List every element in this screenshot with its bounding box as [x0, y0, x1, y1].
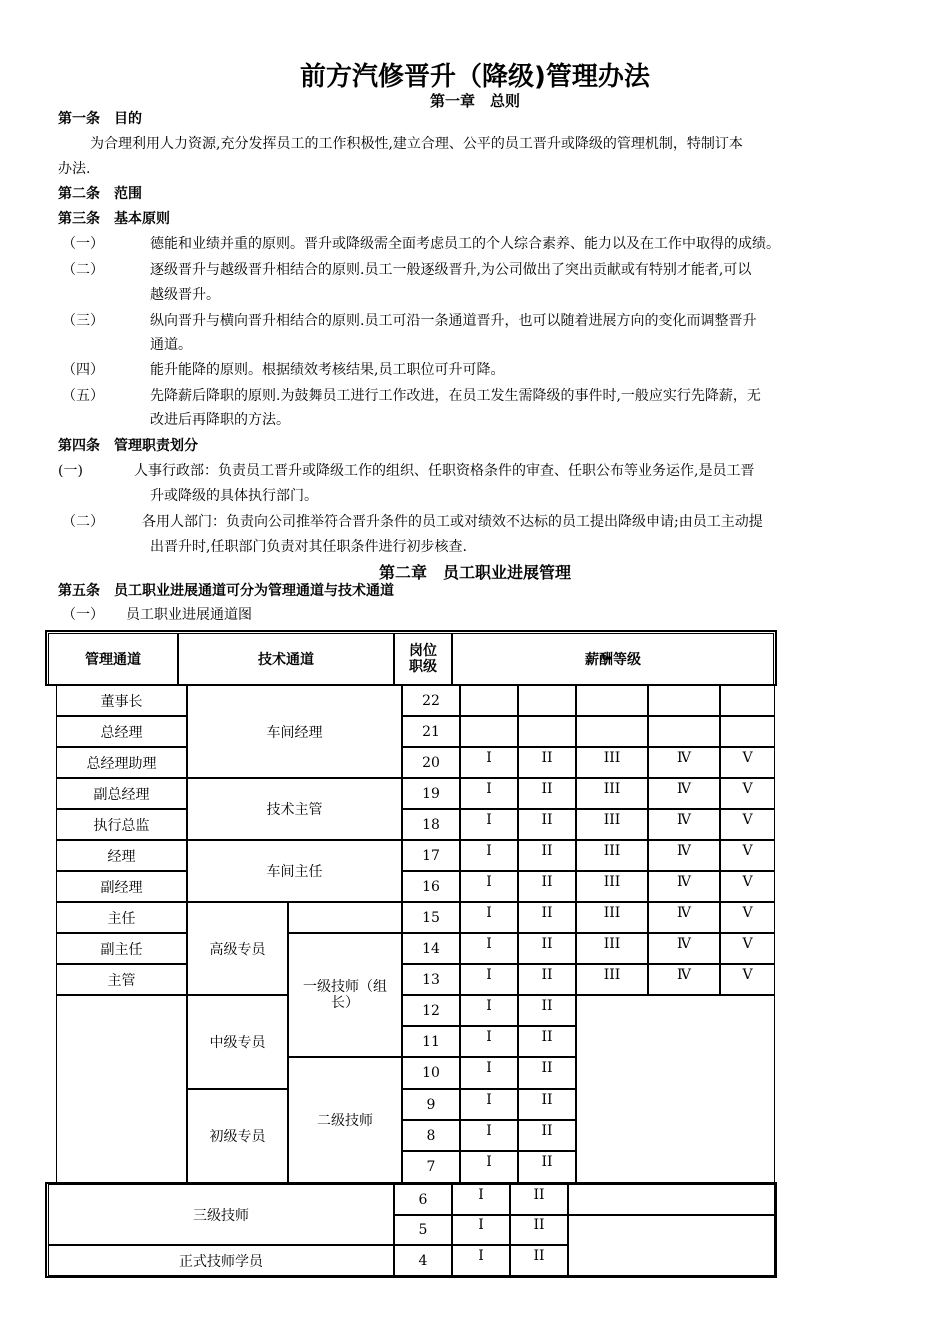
duty-text: 各用人部门：负责向公司推举符合晋升条件的员工或对绩效不达标的员工提出降级申请;由员工主动提 — [142, 514, 763, 530]
mgmt-position: 副总经理 — [56, 778, 187, 809]
salary-level-cell: Ⅳ — [648, 778, 720, 809]
salary-level-cell: I — [460, 871, 518, 902]
principle-text: 纵向晋升与横向晋升相结合的原则.员工可沿一条通道晋升，也可以随着进展方向的变化而调整晋升 — [150, 313, 757, 329]
salary-level-cell: II — [518, 809, 576, 840]
salary-empty-block — [576, 995, 775, 1183]
salary-level-cell: II — [518, 1120, 576, 1151]
header-management-channel: 管理通道 — [48, 633, 178, 685]
mgmt-position: 总经理 — [56, 716, 187, 747]
salary-level-cell: V — [720, 933, 775, 964]
tech-position: 中级专员 — [187, 995, 288, 1089]
salary-level-cell: V — [720, 840, 775, 871]
salary-level-cell: III — [576, 933, 648, 964]
salary-level-cell: V — [720, 964, 775, 995]
duty-number: (一) — [58, 463, 83, 479]
salary-level-cell: I — [460, 1120, 518, 1151]
grade-cell: 17 — [402, 840, 460, 871]
salary-level-cell: I — [460, 964, 518, 995]
salary-level-cell: I — [460, 747, 518, 778]
salary-level-cell: I — [460, 809, 518, 840]
principle-text-cont: 改进后再降职的方法。 — [150, 412, 290, 428]
salary-level-cell: V — [720, 902, 775, 933]
principle-text-cont: 越级晋升。 — [150, 287, 220, 303]
grade-cell: 6 — [394, 1184, 452, 1215]
article-5-sub-number: （一） — [62, 607, 104, 623]
principle-text: 先降薪后降职的原则.为鼓舞员工进行工作改进，在员工发生需降级的事件时,一般应实行先降薪，无 — [150, 388, 761, 404]
grade-cell: 10 — [402, 1057, 460, 1089]
salary-empty-cell — [460, 716, 518, 747]
tech-position: 一级技师（组长） — [288, 933, 402, 1057]
salary-empty-cell — [576, 716, 648, 747]
principle-number: （三） — [62, 313, 104, 329]
header-job-grade: 岗位职级 — [394, 633, 452, 685]
salary-level-cell: II — [510, 1215, 568, 1245]
salary-level-cell: Ⅳ — [648, 933, 720, 964]
salary-empty-cell — [576, 685, 648, 716]
salary-empty-cell — [568, 1184, 775, 1215]
grade-cell: 18 — [402, 809, 460, 840]
tech-empty — [288, 902, 402, 933]
tech-position: 车间主任 — [187, 840, 402, 902]
tech-position: 初级专员 — [187, 1089, 288, 1183]
mgmt-position: 执行总监 — [56, 809, 187, 840]
salary-level-cell: II — [518, 902, 576, 933]
salary-level-cell: III — [576, 747, 648, 778]
salary-level-cell: II — [518, 778, 576, 809]
grade-cell: 16 — [402, 871, 460, 902]
salary-empty-cell — [568, 1215, 775, 1276]
principle-number: （一） — [62, 236, 104, 252]
salary-level-cell: II — [518, 840, 576, 871]
article-1-body-line2: 办法. — [58, 161, 91, 177]
salary-level-cell: III — [576, 840, 648, 871]
salary-empty-cell — [518, 685, 576, 716]
mgmt-position: 董事长 — [56, 685, 187, 716]
grade-cell: 7 — [402, 1151, 460, 1183]
article-5-heading: 第五条 员工职业进展通道可分为管理通道与技术通道 — [58, 583, 394, 599]
article-4-heading: 第四条 管理职责划分 — [58, 438, 198, 454]
salary-level-cell: II — [518, 1151, 576, 1183]
salary-empty-cell — [460, 685, 518, 716]
article-1-heading: 第一条 目的 — [58, 111, 142, 127]
salary-level-cell: III — [576, 902, 648, 933]
salary-level-cell: III — [576, 809, 648, 840]
salary-level-cell: V — [720, 809, 775, 840]
salary-level-cell: V — [720, 871, 775, 902]
mgmt-position: 总经理助理 — [56, 747, 187, 778]
duty-text-cont: 出晋升时,任职部门负责对其任职条件进行初步核查. — [150, 539, 467, 555]
mgmt-position: 副主任 — [56, 933, 187, 964]
salary-level-cell: Ⅳ — [648, 809, 720, 840]
chapter-2-heading: 第二章 员工职业进展管理 — [378, 563, 571, 582]
grade-cell: 8 — [402, 1120, 460, 1151]
salary-level-cell: I — [460, 1151, 518, 1183]
grade-cell: 15 — [402, 902, 460, 933]
salary-empty-cell — [518, 716, 576, 747]
salary-level-cell: I — [460, 778, 518, 809]
salary-level-cell: I — [460, 902, 518, 933]
salary-level-cell: I — [452, 1184, 510, 1215]
principle-text: 逐级晋升与越级晋升相结合的原则.员工一般逐级晋升,为公司做出了突出贡献或有特别才能者,可以 — [150, 262, 752, 278]
duty-text: 人事行政部：负责员工晋升或降级工作的组织、任职资格条件的审查、任职公布等业务运作,是员工晋 — [134, 463, 755, 479]
salary-level-cell: V — [720, 778, 775, 809]
grade-cell: 4 — [394, 1245, 452, 1276]
header-salary-level: 薪酬等级 — [452, 633, 774, 685]
salary-level-cell: II — [518, 933, 576, 964]
salary-level-cell: II — [518, 964, 576, 995]
chapter-1-heading: 第一章 总则 — [429, 92, 520, 110]
salary-level-cell: I — [460, 1026, 518, 1057]
salary-level-cell: Ⅳ — [648, 871, 720, 902]
salary-level-cell: II — [518, 995, 576, 1026]
grade-cell: 22 — [402, 685, 460, 716]
salary-empty-cell — [720, 716, 775, 747]
grade-cell: 5 — [394, 1215, 452, 1245]
mgmt-position: 主管 — [56, 964, 187, 995]
tech-position: 三级技师 — [48, 1184, 394, 1245]
salary-level-cell: II — [518, 1026, 576, 1057]
salary-level-cell: Ⅳ — [648, 902, 720, 933]
principle-text: 能升能降的原则。根据绩效考核结果,员工职位可升可降。 — [150, 362, 505, 378]
principle-number: （五） — [62, 388, 104, 404]
salary-level-cell: II — [510, 1184, 568, 1215]
salary-empty-cell — [720, 685, 775, 716]
grade-cell: 9 — [402, 1089, 460, 1120]
grade-cell: 13 — [402, 964, 460, 995]
duty-number: （二） — [62, 514, 104, 530]
grade-cell: 11 — [402, 1026, 460, 1057]
grade-cell: 12 — [402, 995, 460, 1026]
salary-level-cell: Ⅳ — [648, 840, 720, 871]
grade-cell: 21 — [402, 716, 460, 747]
salary-level-cell: II — [518, 871, 576, 902]
salary-empty-cell — [648, 716, 720, 747]
article-2-heading: 第二条 范围 — [58, 186, 142, 202]
salary-level-cell: II — [518, 1089, 576, 1120]
salary-level-cell: I — [460, 1089, 518, 1120]
salary-level-cell: III — [576, 778, 648, 809]
salary-level-cell: II — [518, 747, 576, 778]
duty-text-cont: 升或降级的具体执行部门。 — [150, 488, 318, 504]
principle-number: （四） — [62, 362, 104, 378]
mgmt-empty — [56, 995, 187, 1183]
salary-level-cell: Ⅳ — [648, 964, 720, 995]
principle-number: （二） — [62, 262, 104, 278]
salary-level-cell: I — [460, 995, 518, 1026]
salary-level-cell: I — [460, 1057, 518, 1089]
tech-position: 技术主管 — [187, 778, 402, 840]
salary-empty-cell — [648, 685, 720, 716]
salary-level-cell: III — [576, 964, 648, 995]
mgmt-position: 经理 — [56, 840, 187, 871]
salary-level-cell: II — [510, 1245, 568, 1276]
grade-cell: 20 — [402, 747, 460, 778]
mgmt-position: 主任 — [56, 902, 187, 933]
document-title: 前方汽修晋升（降级)管理办法 — [300, 62, 650, 92]
header-technical-channel: 技术通道 — [178, 633, 394, 685]
salary-level-cell: V — [720, 747, 775, 778]
tech-position: 车间经理 — [187, 685, 402, 778]
tech-position: 正式技师学员 — [48, 1245, 394, 1276]
salary-level-cell: I — [460, 840, 518, 871]
article-3-heading: 第三条 基本原则 — [58, 211, 170, 227]
article-1-body-line1: 为合理利用人力资源,充分发挥员工的工作积极性,建立合理、公平的员工晋升或降级的管理机制，特制订本 — [90, 136, 743, 152]
salary-level-cell: I — [452, 1215, 510, 1245]
salary-level-cell: I — [460, 933, 518, 964]
principle-text: 德能和业绩并重的原则。晋升或降级需全面考虑员工的个人综合素养、能力以及在工作中取得的成绩。 — [150, 236, 780, 252]
tech-position: 二级技师 — [288, 1057, 402, 1183]
grade-cell: 19 — [402, 778, 460, 809]
salary-level-cell: III — [576, 871, 648, 902]
mgmt-position: 副经理 — [56, 871, 187, 902]
principle-text-cont: 通道。 — [150, 337, 192, 353]
salary-level-cell: II — [518, 1057, 576, 1089]
article-5-sub-text: 员工职业进展通道图 — [126, 607, 252, 623]
salary-level-cell: Ⅳ — [648, 747, 720, 778]
grade-cell: 14 — [402, 933, 460, 964]
tech-position: 高级专员 — [187, 902, 288, 995]
salary-level-cell: I — [452, 1245, 510, 1276]
